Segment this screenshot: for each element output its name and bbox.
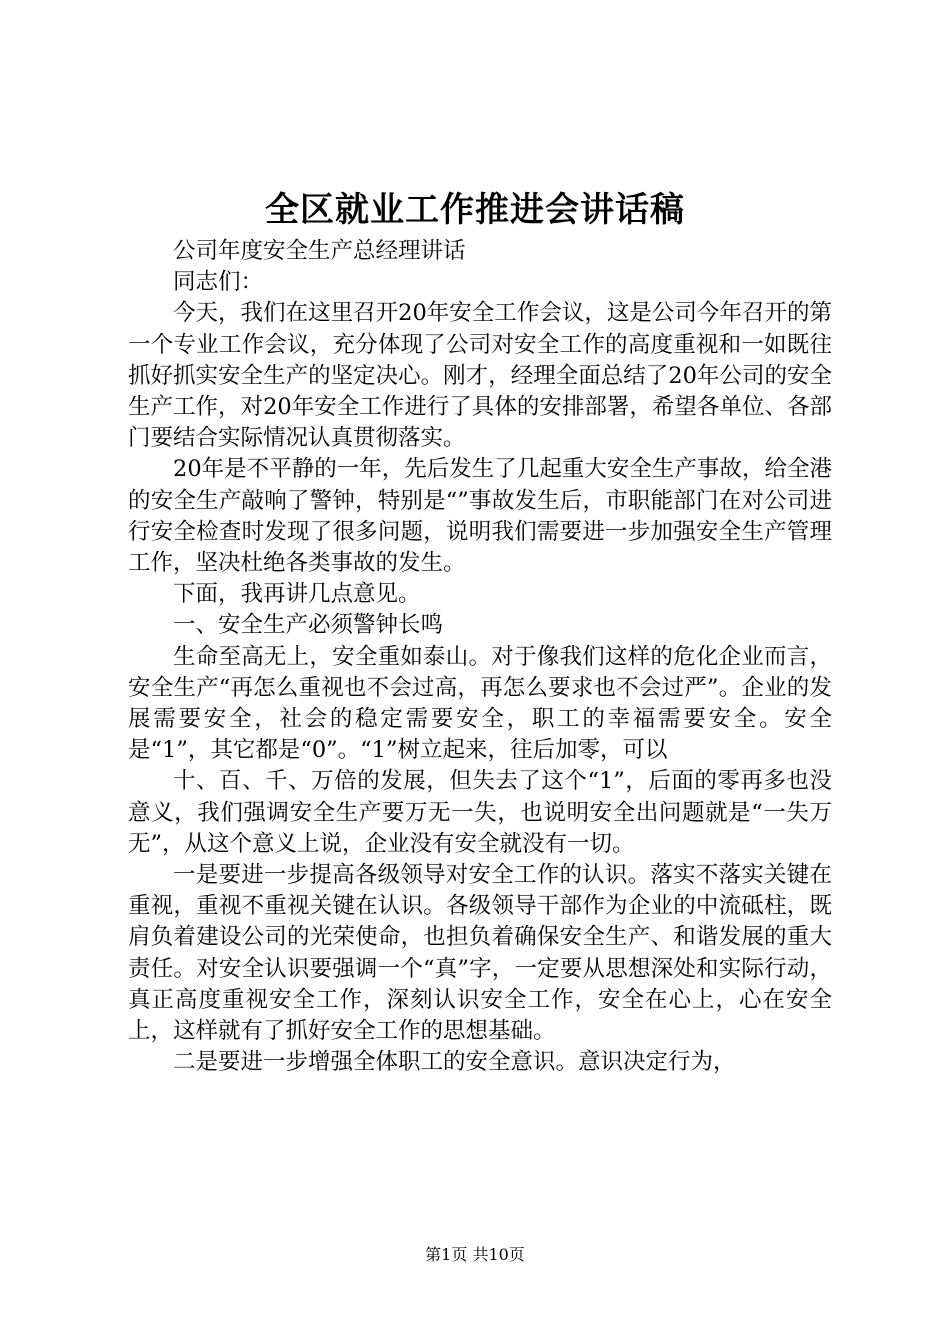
paragraph: 下面，我再讲几点意见。 [173,581,421,608]
document-title: 全区就业工作推进会讲话稿 [265,190,685,230]
page-footer: 第1页 共10页 [425,1245,525,1264]
paragraph: 20年是不平静的一年，先后发生了几起重大安全生产事故，给全港的安全生产敲响了警钟，特别是“”事故发生后，市职能部门在对公司进行安全检查时发现了很多问题，说明我们需要进一步加强安全生产管理工作，坚决杜绝各类事故的发生。 [128,456,832,577]
section-heading: 一、安全生产必须警钟长鸣 [173,612,444,639]
paragraph-salutation: 同志们： [173,269,264,296]
paragraph: 二是要进一步增强全体职工的安全意识。意识决定行为， [173,1049,736,1076]
paragraph: 生命至高无上，安全重如泰山。对于像我们这样的危化企业而言，安全生产“再怎么重视也不会过高，再怎么要求也不会过严”。企业的发展需要安全，社会的稳定需要安全，职工的幸福需要安全。安全是“1”，其它都是“0”。“1”树立起来，往后加零，可以 [128,643,832,764]
document-body [128,236,832,1078]
paragraph-subtitle: 公司年度安全生产总经理讲话 [173,238,466,264]
paragraph: 今天，我们在这里召开20年安全工作会议，这是公司今年召开的第一个专业工作会议，充分体现了公司对安全工作的高度重视和一如既往抓好抓实安全生产的坚定决心。刚才，经理全面总结了20年公司的安全生产工作，对20年安全工作进行了具体的安排部署，希望各单位、各部门要结合实际情况认真贯彻落实。 [128,300,832,452]
paragraph: 十、百、千、万倍的发展，但失去了这个“1”，后面的零再多也没意义，我们强调安全生产要万无一失，也说明安全出问题就是“一失万无”，从这个意义上说，企业没有安全就没有一切。 [128,768,832,857]
paragraph: 一是要进一步提高各级领导对安全工作的认识。落实不落实关键在重视，重视不重视关键在认识。各级领导干部作为企业的中流砥柱，既肩负着建设公司的光荣使命，也担负着确保安全生产、和谐发展的重大责任。对安全认识要强调一个“真”字，一定要从思想深处和实际行动，真正高度重视安全工作，深刻认识安全工作，安全在心上，心在安全上，这样就有了抓好安全工作的思想基础。 [128,862,832,1045]
